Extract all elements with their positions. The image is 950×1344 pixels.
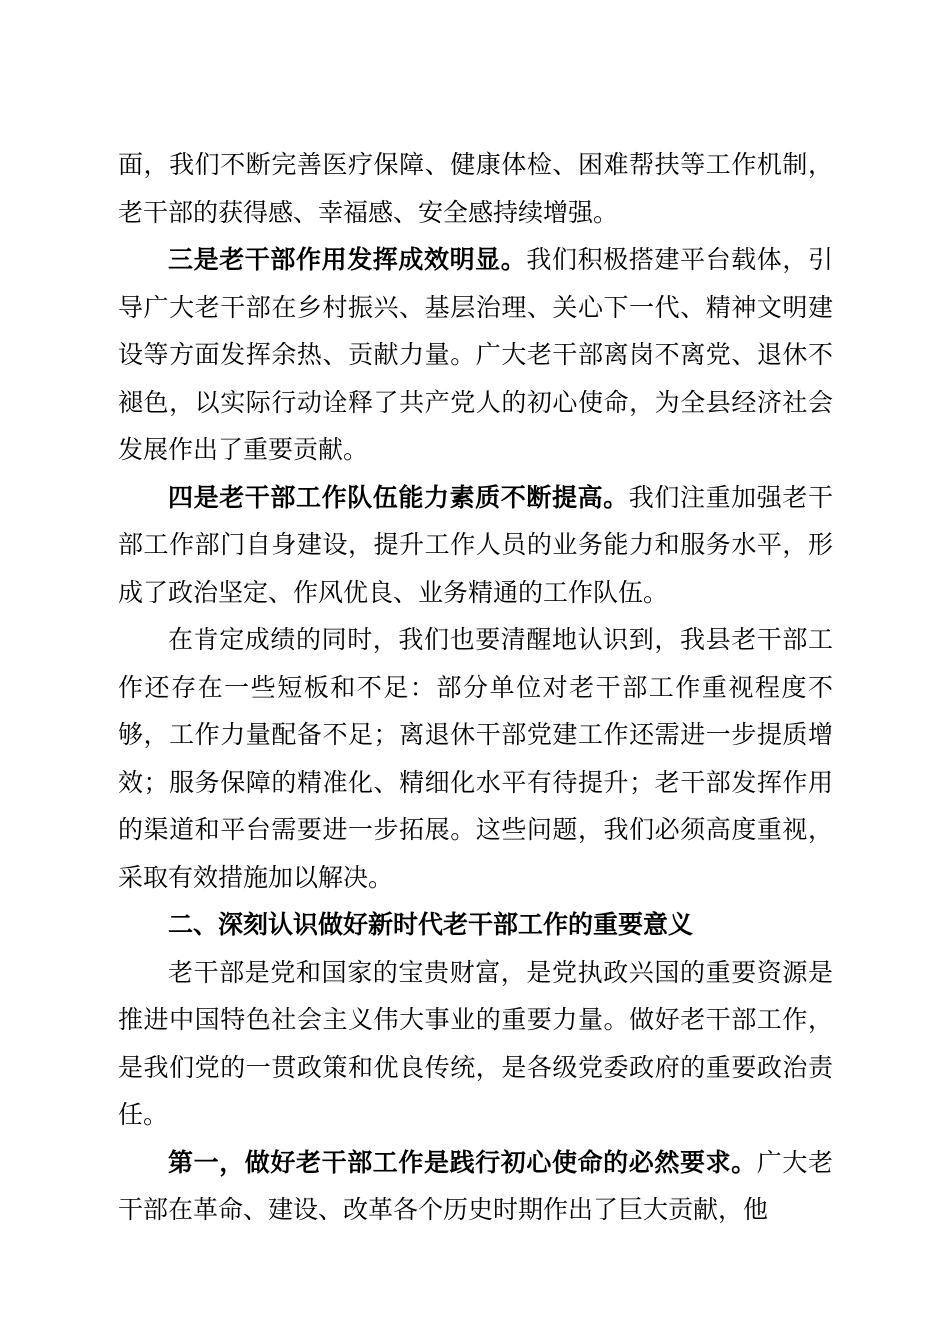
paragraph-significance <box>118 949 833 1139</box>
paragraph-point-three <box>118 236 833 474</box>
paragraph-text: 我们注重加强老干部工作部门自身建设，提升工作人员的业务能力和服务水平，形成了政治坚定、作风优良、业务精通的工作队伍。 <box>118 482 833 607</box>
paragraph-text: 我们积极搭建平台载体，引导广大老干部在乡村振兴、基层治理、关心下一代、精神文明建设等方面发挥余热、贡献力量。广大老干部离岗不离党、退休不褪色，以实际行动诠释了共产党人的初心使命，为全县经济社会发展作出了重要贡献。 <box>118 245 833 464</box>
paragraph-first-point <box>118 1139 833 1234</box>
paragraph-lead: 四是老干部工作队伍能力素质不断提高。 <box>168 482 629 512</box>
paragraph-text: 在肯定成绩的同时，我们也要清醒地认识到，我县老干部工作还存在一些短板和不足：部分单位对老干部工作重视程度不够，工作力量配备不足；离退休干部党建工作还需进一步提质增效；服务保障的精准化、精细化水平有待提升；老干部发挥作用的渠道和平台需要进一步拓展。这些问题，我们必须高度重视，采取有效措施加以解决。 <box>118 625 833 892</box>
document-body <box>118 141 833 1234</box>
paragraph-lead: 第一，做好老干部工作是践行初心使命的必然要求。 <box>168 1147 757 1177</box>
section-heading: 二、深刻认识做好新时代老干部工作的重要意义 <box>168 910 694 939</box>
paragraph-continuation <box>118 141 833 236</box>
paragraph-text: 老干部是党和国家的宝贵财富，是党执政兴国的重要资源是推进中国特色社会主义伟大事业的重要力量。做好老干部工作，是我们党的一贯政策和优良传统，是各级党委政府的重要政治责任。 <box>118 957 833 1129</box>
paragraph-text: 面，我们不断完善医疗保障、健康体检、困难帮扶等工作机制，老干部的获得感、幸福感、安全感持续增强。 <box>118 150 833 227</box>
paragraph-point-four <box>118 474 833 617</box>
paragraph-text: 广大老干部在革命、建设、改革各个历史时期作出了巨大贡献，他 <box>118 1147 833 1224</box>
paragraph-shortcomings <box>118 616 833 901</box>
paragraph-lead: 三是老干部作用发挥成效明显。 <box>168 245 527 274</box>
